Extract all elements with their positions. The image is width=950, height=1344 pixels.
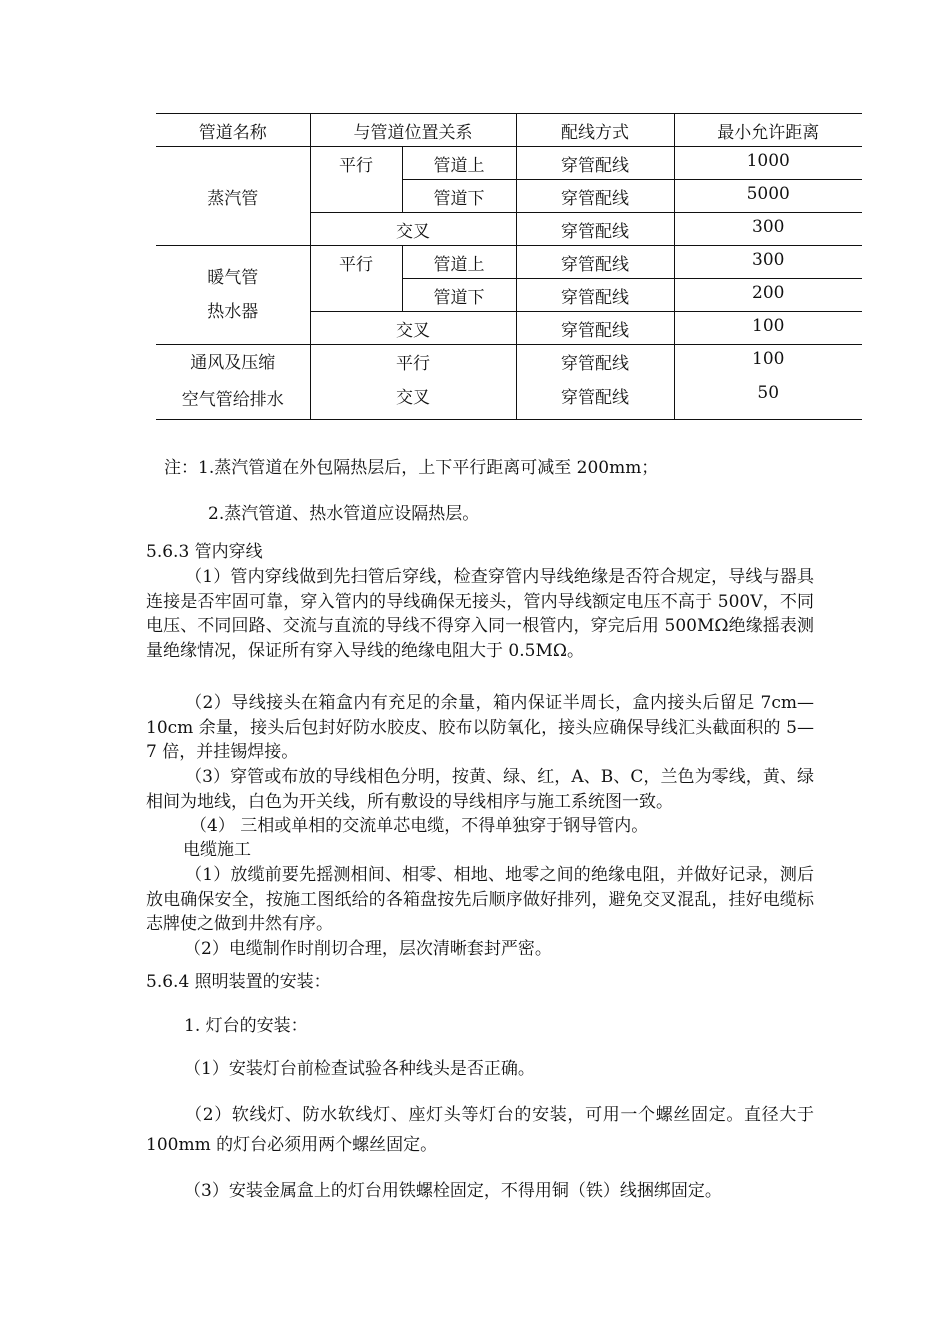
distance-cell: 100 bbox=[674, 345, 862, 380]
method-cell: 穿管配线 bbox=[516, 345, 674, 380]
method-cell: 穿管配线 bbox=[516, 379, 674, 419]
cross-cell: 交叉 bbox=[310, 312, 516, 345]
pipe-name-cell bbox=[156, 246, 310, 345]
subsection-title: 1. 灯台的安装： bbox=[184, 1016, 308, 1036]
header-cell: 管道名称 bbox=[156, 114, 310, 147]
paragraph: （1）安装灯台前检查试验各种线头是否正确。 bbox=[184, 1059, 535, 1079]
paragraph: （2）导线接头在箱盒内有充足的余量，箱内保证半周长，盒内接头后留足 7cm—10cm 余量，接头后包封好防水胶皮、胶布以防氧化，接头应确保导线汇头截面积的 5—7 倍，并挂锡焊接。 bbox=[146, 693, 814, 762]
position-cell: 管道下 bbox=[402, 279, 516, 312]
paragraph: （4） 三相或单相的交流单芯电缆，不得单独穿于钢导管内。 bbox=[190, 816, 649, 836]
paragraph: （2）电缆制作时削切合理，层次清晰套封严密。 bbox=[184, 939, 552, 959]
distance-cell: 200 bbox=[674, 279, 862, 312]
distance-cell: 300 bbox=[674, 246, 862, 279]
distance-cell: 50 bbox=[674, 379, 862, 419]
header-cell: 与管道位置关系 bbox=[310, 114, 516, 147]
paragraph: （1）管内穿线做到先扫管后穿线，检查穿管内导线绝缘是否符合规定，导线与器具连接是否牢固可靠，穿入管内的导线确保无接头，管内导线额定电压不高于 500V，不同电压、不同回路、交流与直流的导线不得穿入同一根管内，穿完后用 500MΩ绝缘摇表测量绝缘情况，保证所有穿入导线的绝缘电阻大于 0.5MΩ。 bbox=[146, 567, 814, 661]
position-cell: 管道下 bbox=[402, 180, 516, 213]
cable-section-title: 电缆施工 bbox=[183, 840, 251, 860]
method-cell: 穿管配线 bbox=[516, 312, 674, 345]
table-row bbox=[156, 345, 862, 380]
pipe-name-cell bbox=[156, 345, 310, 420]
paragraph: （1）放缆前要先摇测相间、相零、相地、地零之间的绝缘电阻，并做好记录，测后放电确保安全，按施工图纸给的各箱盘按先后顺序做好排列，避免交叉混乱，挂好电缆标志牌使之做到井然有序。 bbox=[146, 865, 814, 934]
position-cell: 管道上 bbox=[402, 246, 516, 279]
table-header-row bbox=[156, 114, 862, 147]
method-cell: 穿管配线 bbox=[516, 279, 674, 312]
distance-cell: 100 bbox=[674, 312, 862, 345]
position-cell: 平行 bbox=[310, 345, 516, 380]
method-cell: 穿管配线 bbox=[516, 246, 674, 279]
pipe-distance-table bbox=[156, 113, 862, 420]
table-note-1: 注：1.蒸汽管道在外包隔热层后，上下平行距离可减至 200mm； bbox=[164, 458, 659, 478]
pipe-name-line: 空气管给排水 bbox=[181, 390, 284, 410]
pipe-name-line: 热水器 bbox=[207, 302, 259, 322]
distance-cell: 5000 bbox=[674, 180, 862, 213]
cross-cell: 交叉 bbox=[310, 213, 516, 246]
position-cell: 交叉 bbox=[310, 379, 516, 419]
parallel-cell: 平行 bbox=[310, 147, 402, 213]
paragraph: （3）安装金属盒上的灯台用铁螺栓固定，不得用铜（铁）线捆绑固定。 bbox=[184, 1181, 722, 1201]
header-cell: 最小允许距离 bbox=[674, 114, 862, 147]
method-cell: 穿管配线 bbox=[516, 180, 674, 213]
distance-cell: 300 bbox=[674, 213, 862, 246]
pipe-name-cell: 蒸汽管 bbox=[156, 147, 310, 246]
method-cell: 穿管配线 bbox=[516, 213, 674, 246]
section-564-title: 5.6.4 照明装置的安装： bbox=[146, 972, 331, 992]
pipe-name-line: 暖气管 bbox=[207, 268, 259, 288]
method-cell: 穿管配线 bbox=[516, 147, 674, 180]
distance-cell: 1000 bbox=[674, 147, 862, 180]
paragraph: （2）软线灯、防水软线灯、座灯头等灯台的安装，可用一个螺丝固定。直径大于 100mm 的灯台必须用两个螺丝固定。 bbox=[146, 1105, 814, 1155]
header-cell: 配线方式 bbox=[516, 114, 674, 147]
table-row bbox=[156, 147, 862, 180]
section-563-title: 5.6.3 管内穿线 bbox=[146, 542, 263, 562]
paragraph: （3）穿管或布放的导线相色分明，按黄、绿、红，A、B、C，兰色为零线，黄、绿相间为地线，白色为开关线，所有敷设的导线相序与施工系统图一致。 bbox=[146, 767, 814, 812]
position-cell: 管道上 bbox=[402, 147, 516, 180]
pipe-name-line: 通风及压缩 bbox=[190, 353, 276, 373]
parallel-cell: 平行 bbox=[310, 246, 402, 312]
table-row bbox=[156, 246, 862, 279]
table-note-2: 2.蒸汽管道、热水管道应设隔热层。 bbox=[208, 504, 480, 524]
